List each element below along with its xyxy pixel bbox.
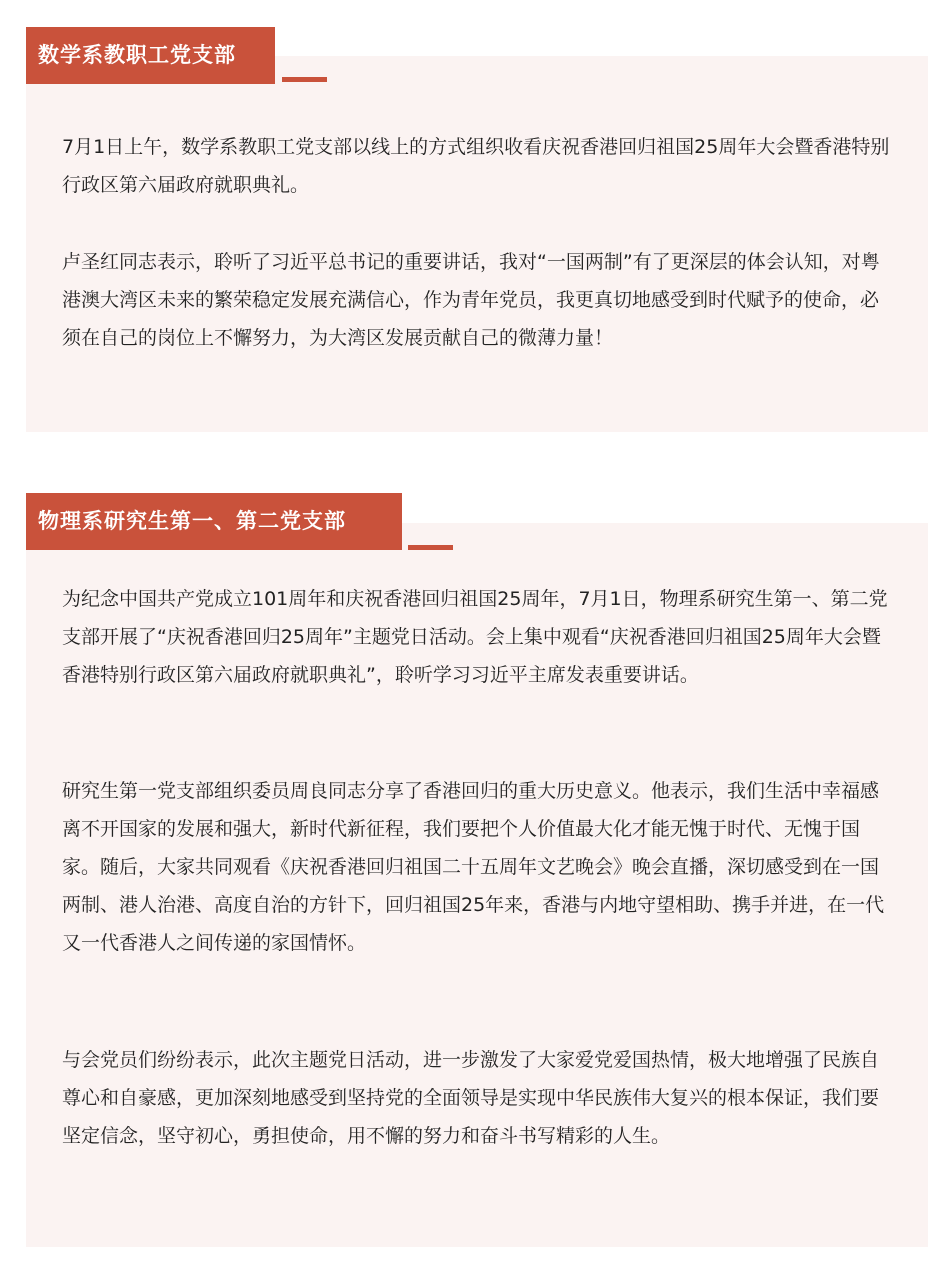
title-accent-bar xyxy=(408,545,453,550)
paragraph: 与会党员们纷纷表示，此次主题党日活动，进一步激发了大家爱党爱国热情，极大地增强了民族自尊心和自豪感，更加深刻地感受到坚持党的全面领导是实现中华民族伟大复兴的根本保证，我们要坚定信念，坚守初心，勇担使命，用不懈的努力和奋斗书写精彩的人生。 xyxy=(62,1049,880,1147)
title-accent-bar xyxy=(282,77,327,82)
section-title: 物理系研究生第一、第二党支部 xyxy=(26,493,402,550)
paragraph: 7月1日上午，数学系教职工党支部以线上的方式组织收看庆祝香港回归祖国25周年大会暨香港特别行政区第六届政府就职典礼。 xyxy=(62,136,890,196)
paragraph: 卢圣红同志表示，聆听了习近平总书记的重要讲话，我对“一国两制”有了更深层的体会认知，对粤港澳大湾区未来的繁荣稳定发展充满信心，作为青年党员，我更真切地感受到时代赋予的使命，必须在自己的岗位上不懈努力，为大湾区发展贡献自己的微薄力量！ xyxy=(62,251,880,349)
section-math-branch xyxy=(0,0,952,440)
paragraph: 为纪念中国共产党成立101周年和庆祝香港回归祖国25周年，7月1日，物理系研究生第一、第二党支部开展了“庆祝香港回归25周年”主题党日活动。会上集中观看“庆祝香港回归祖国25周年大会暨香港特别行政区第六届政府就职典礼”，聆听学习习近平主席发表重要讲话。 xyxy=(62,588,888,686)
section-physics-branch xyxy=(0,470,952,1264)
section-title: 数学系教职工党支部 xyxy=(26,27,275,84)
paragraph: 研究生第一党支部组织委员周良同志分享了香港回归的重大历史意义。他表示，我们生活中幸福感离不开国家的发展和强大，新时代新征程，我们要把个人价值最大化才能无愧于时代、无愧于国家。随后，大家共同观看《庆祝香港回归祖国二十五周年文艺晚会》晚会直播，深切感受到在一国两制、港人治港、高度自治的方针下，回归祖国25年来，香港与内地守望相助、携手并进，在一代又一代香港人之间传递的家国情怀。 xyxy=(62,780,885,954)
